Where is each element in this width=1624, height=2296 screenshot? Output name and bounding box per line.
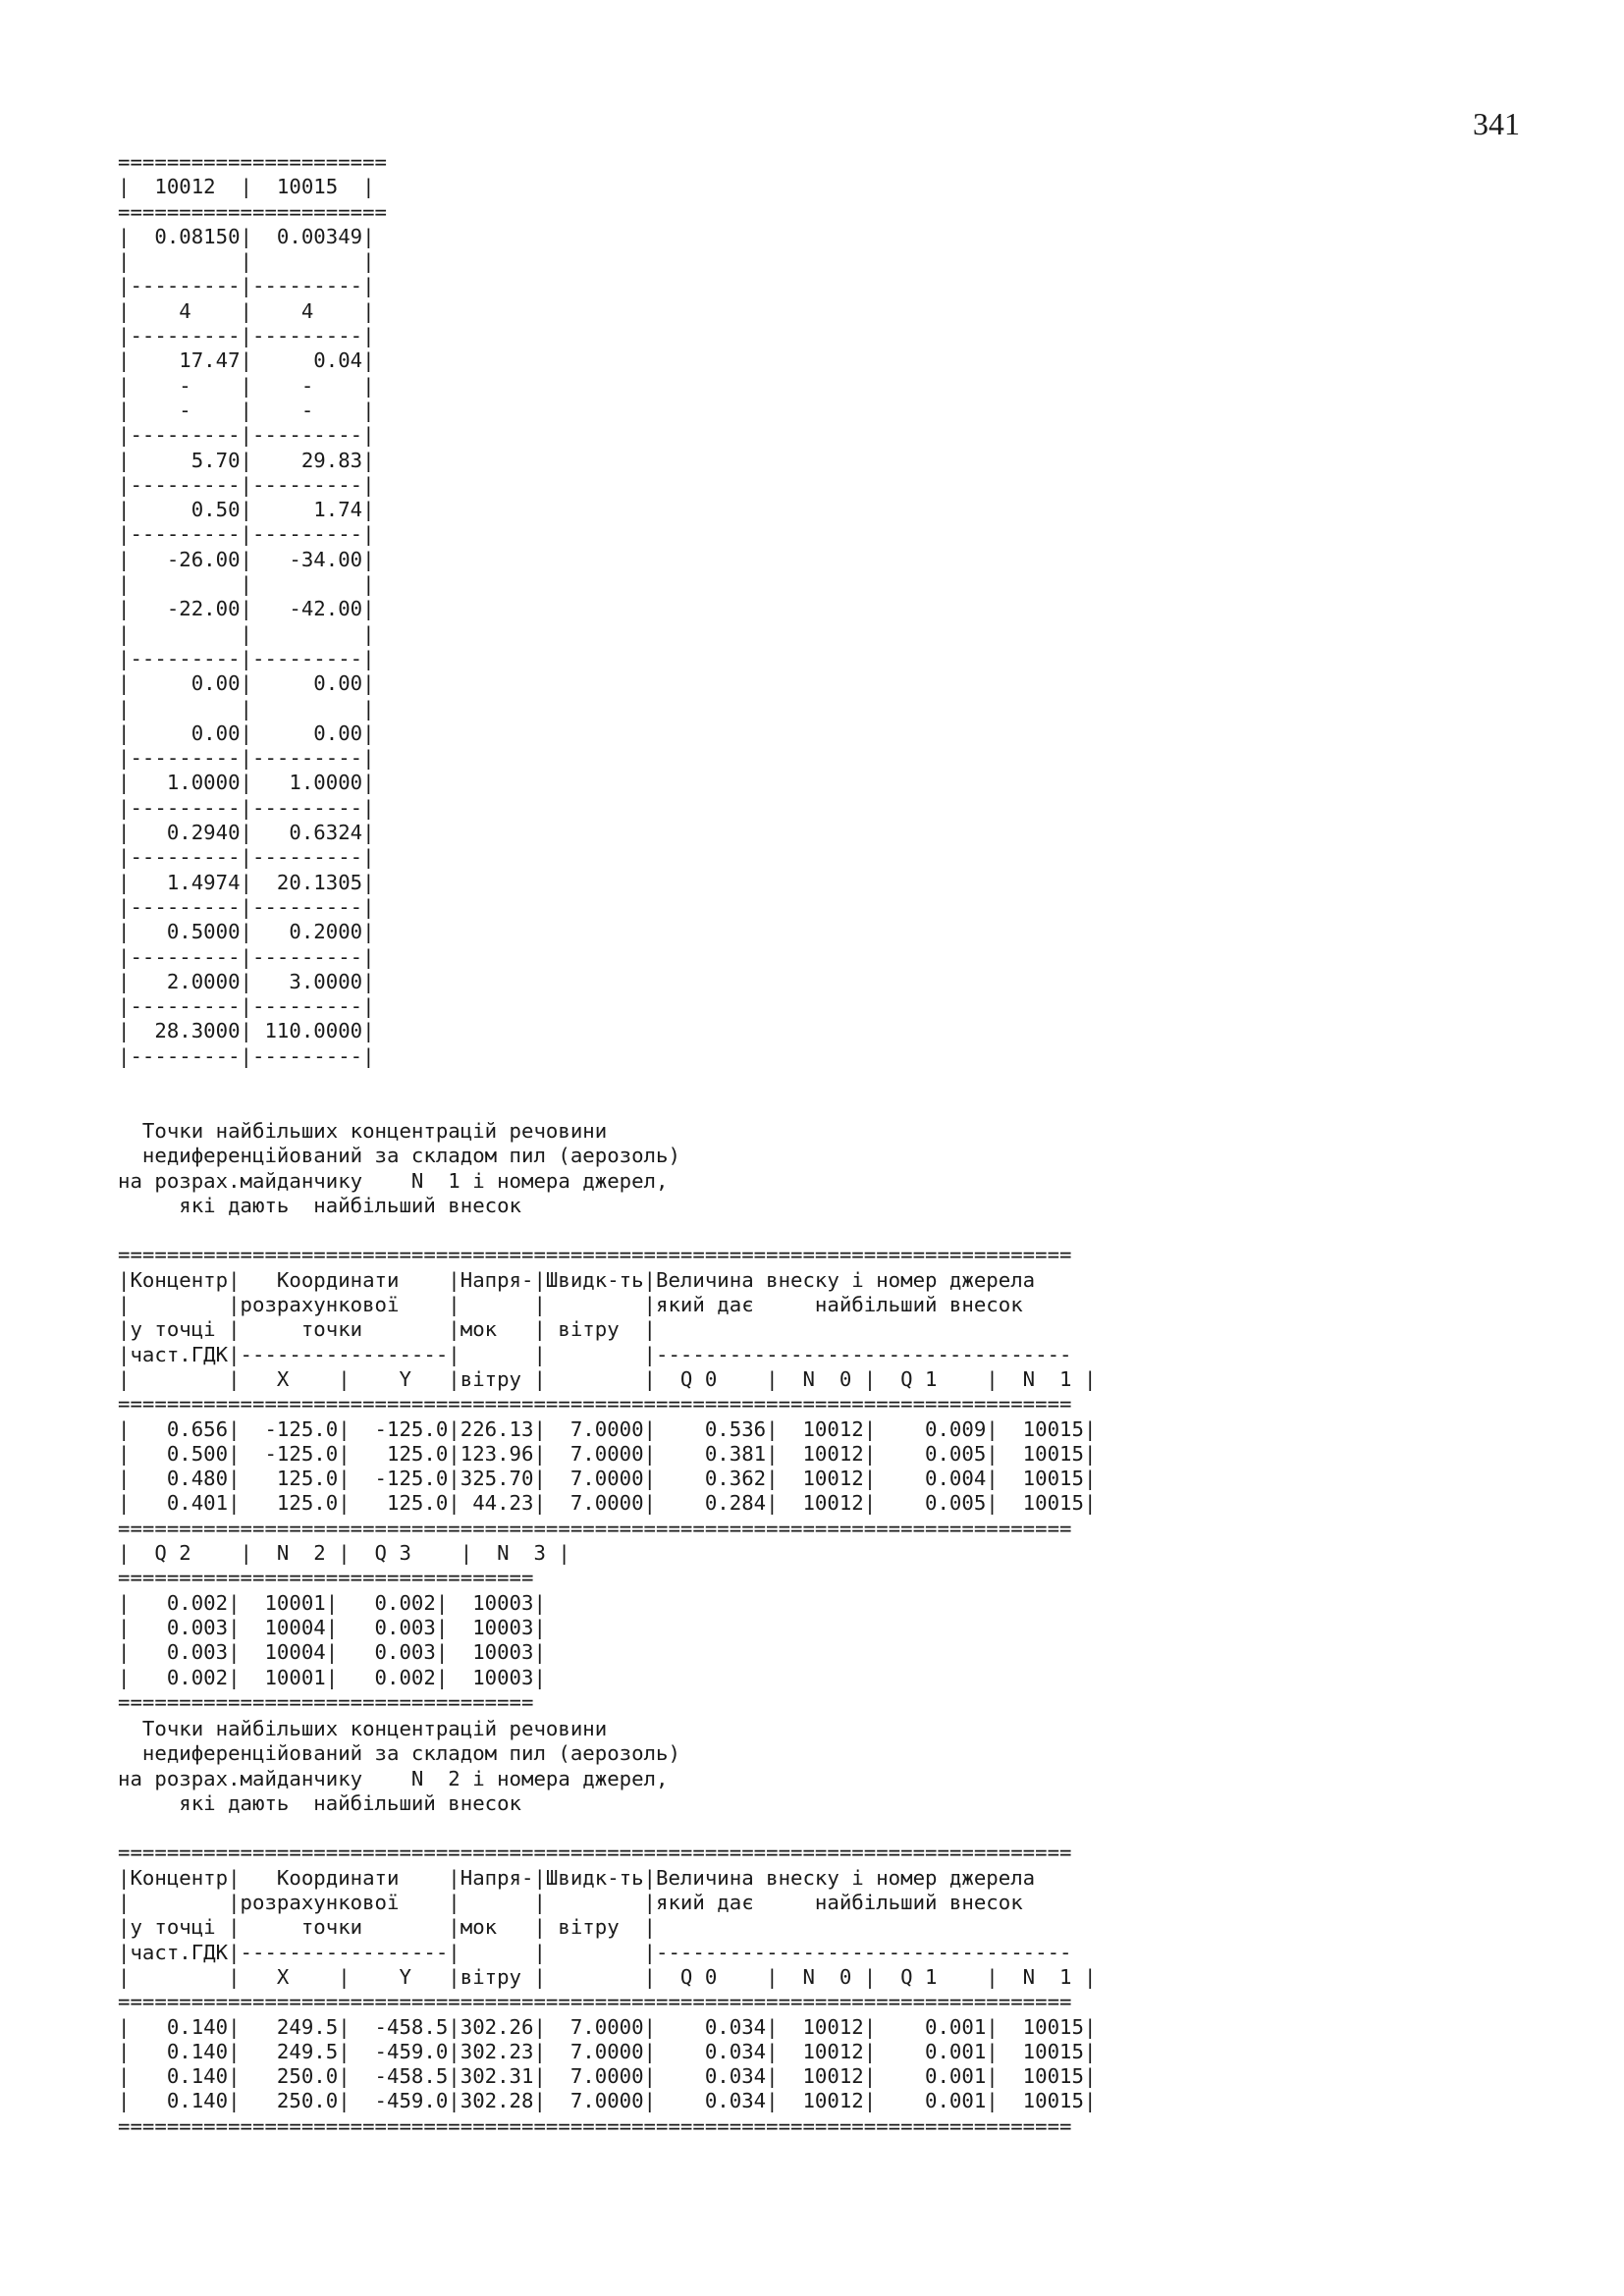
page-number: 341 xyxy=(1473,106,1520,141)
max-concentration-table-site-2: Точки найбільших концентрацій речовини недиференційований за складом пил (аерозоль) на розрах.майданчику N 2 і номера джерел, які дають найбільший внесок ============================================================================== |Концентр| Координати |Напря-|Швидк-ть|Величина внеску і номер джерела | |розрахункової | | |який дає найбільший внесок |у точці | точки |мок | вітру | |част.ГДК|-----------------| | |---------------------------------- | | X | Y |вітру | | Q 0 | N 0 | Q 1 | N 1 | ============================================================================== | 0.140| 249.5| -458.5|302.26| 7.0000| 0.034| 10012| 0.001| 10015| | 0.140| 249.5| -459.0|302.23| 7.0000| 0.034| 10012| 0.001| 10015| | 0.140| 250.0| -458.5|302.31| 7.0000| 0.034| 10012| 0.001| 10015| | 0.140| 250.0| -459.0|302.28| 7.0000| 0.034| 10012| 0.001| 10015| ============================================================================== xyxy=(118,1717,1097,2138)
sources-parameters-table: ====================== | 10012 | 10015 | ====================== | 0.08150| 0.00349| | | | |---------|---------| | 4 | 4 | |---------|---------| | 17.47| 0.04| | - | - | | - | - | |---------|---------| | 5.70| 29.83| |---------|---------| | 0.50| 1.74| |---------|---------| | -26.00| -34.00| | | | | -22.00| -42.00| | | | |---------|---------| | 0.00| 0.00| | | | | 0.00| 0.00| |---------|---------| | 1.0000| 1.0000| |---------|---------| | 0.2940| 0.6324| |---------|---------| | 1.4974| 20.1305| |---------|---------| | 0.5000| 0.2000| |---------|---------| | 2.0000| 3.0000| |---------|---------| | 28.3000| 110.0000| |---------|---------| xyxy=(118,150,388,1068)
max-concentration-table-site-1: Точки найбільших концентрацій речовини недиференційований за складом пил (аерозоль) на розрах.майданчику N 1 і номера джерел, які дають найбільший внесок ============================================================================== |Концентр| Координати |Напря-|Швидк-ть|Величина внеску і номер джерела | |розрахункової | | |який дає найбільший внесок |у точці | точки |мок | вітру | |част.ГДК|-----------------| | |---------------------------------- | | X | Y |вітру | | Q 0 | N 0 | Q 1 | N 1 | ============================================================================== | 0.656| -125.0| -125.0|226.13| 7.0000| 0.536| 10012| 0.009| 10015| | 0.500| -125.0| 125.0|123.96| 7.0000| 0.381| 10012| 0.005| 10015| | 0.480| 125.0| -125.0|325.70| 7.0000| 0.362| 10012| 0.004| 10015| | 0.401| 125.0| 125.0| 44.23| 7.0000| 0.284| 10012| 0.005| 10015| ============================================================================== | Q 2 | N 2 | Q 3 | N 3 | ================================== | 0.002| 10001| 0.002| 10003| | 0.003| 10004| 0.003| 10003| | 0.003| 10004| 0.003| 10003| | 0.002| 10001| 0.002| 10003| ================================== xyxy=(118,1119,1097,1714)
